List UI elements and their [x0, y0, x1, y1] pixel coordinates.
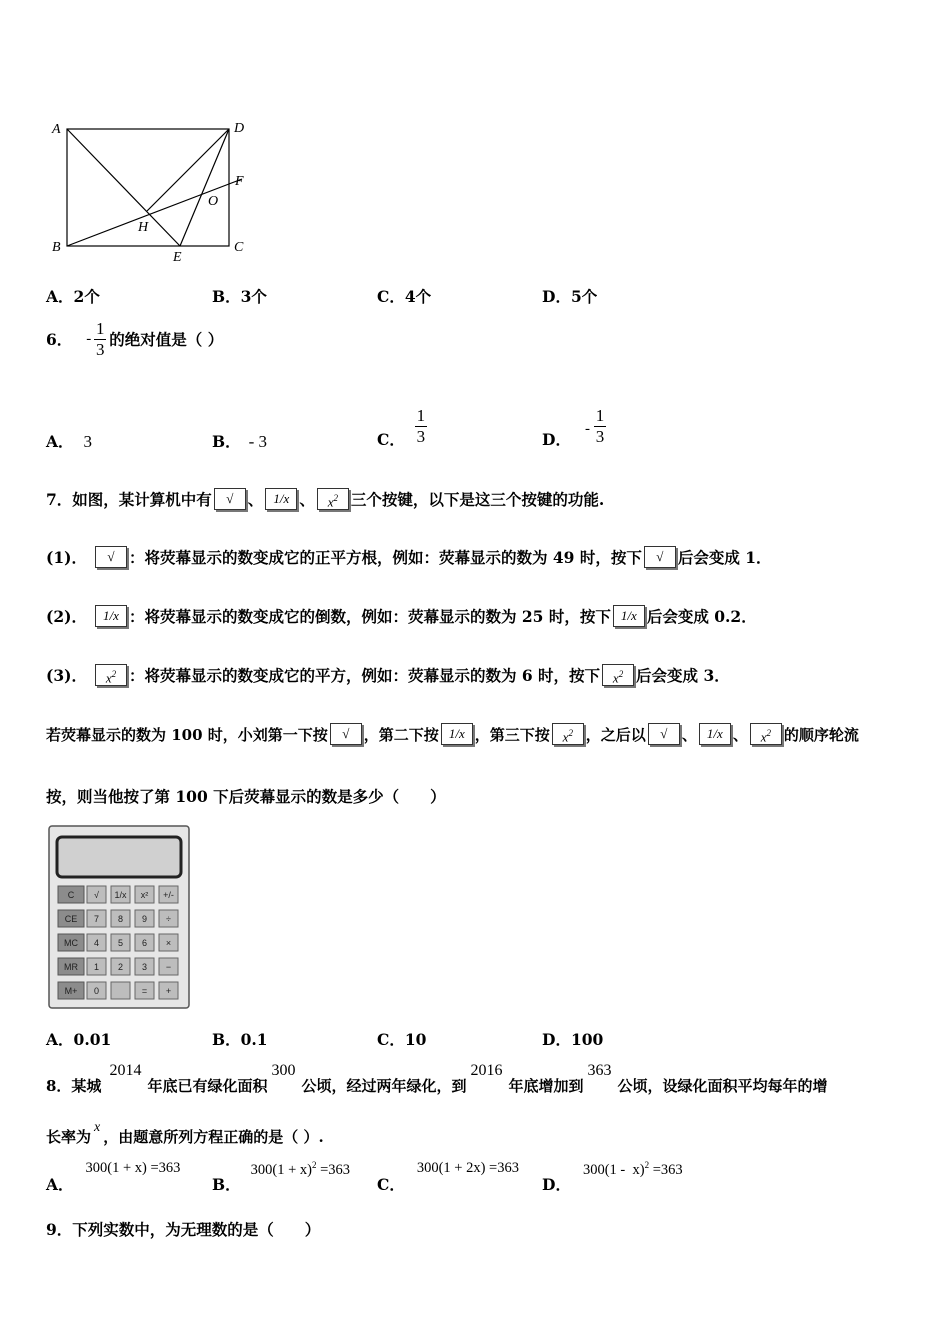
q8-option-c[interactable] — [377, 1160, 519, 1195]
q6-option-c[interactable] — [377, 402, 427, 450]
separator: 、 — [681, 725, 697, 744]
label-o: O — [208, 194, 219, 209]
option-expression: 300(1 + x) — [250, 1161, 312, 1178]
calculator-key — [111, 982, 130, 999]
year-2014: 2014 — [109, 1062, 142, 1079]
stem-text: 三个按键，以下是这三个按键的功能. — [350, 490, 605, 509]
option-text: 100 — [570, 1030, 604, 1049]
calculator-key-label: C — [67, 890, 75, 900]
calculator-illustration — [48, 825, 190, 1009]
q7-line6: 按，则当他按了第 100 下后荧幕显示的数是多少（ ） — [46, 787, 446, 806]
fraction-one-third: $\frac{1}{3}$ — [595, 405, 605, 446]
point-text: 后会变成 0.2． — [646, 607, 757, 626]
option-expression: 300(1 + x) =363 — [85, 1160, 181, 1176]
calculator-key-label: 1 — [93, 962, 100, 972]
stem-text: ，第三下按 — [474, 725, 550, 744]
square-key-icon: $x^2$ — [317, 488, 349, 510]
geometry-figure — [40, 115, 260, 265]
q5-option-b[interactable] — [212, 285, 267, 307]
q6-option-b[interactable] — [212, 430, 267, 452]
q7-option-b[interactable] — [212, 1028, 268, 1050]
calculator-key-label: 4 — [93, 938, 100, 948]
option-text: 3个 — [240, 287, 267, 306]
point-text: 后会变成 1． — [677, 548, 772, 567]
stem-text: 年底增加到 — [508, 1077, 584, 1095]
calculator-screen — [57, 837, 181, 877]
option-letter: D． — [542, 430, 571, 449]
separator: 、 — [247, 490, 264, 509]
question-number: 6． — [46, 330, 73, 350]
calculator-key-label: × — [165, 938, 172, 948]
stem-text: 公顷，设绿化面积平均每年的增 — [617, 1077, 828, 1095]
line-ae — [67, 129, 180, 246]
q7-line5 — [46, 723, 859, 745]
q7-line1 — [46, 488, 604, 510]
point-label: (1)． — [46, 548, 87, 567]
reciprocal-key-icon: 1/x — [95, 605, 127, 627]
q6-stem — [46, 320, 223, 359]
sqrt-key-icon: √ — [644, 546, 676, 568]
stem-text: 长率为 — [46, 1128, 92, 1146]
year-2016: 2016 — [470, 1062, 503, 1079]
line-ed — [180, 129, 229, 246]
calculator-key-label: 9 — [141, 914, 148, 924]
q7-point1 — [46, 546, 772, 568]
calculator-key-label: = — [141, 986, 148, 996]
sqrt-key-icon: √ — [648, 723, 680, 745]
calculator-key-label: MR — [64, 962, 78, 972]
option-expression: =363 — [316, 1161, 351, 1178]
minus-sign: - — [584, 420, 590, 437]
q6-option-a[interactable] — [46, 430, 92, 452]
point-text: ：将荧幕显示的数变成它的正平方根，例如：荧幕显示的数为 49 时，按下 — [128, 548, 642, 567]
option-letter: B． — [212, 287, 241, 306]
stem-text: 公顷，经过两年绿化，到 — [301, 1077, 467, 1095]
option-letter: C． — [377, 287, 405, 306]
sqrt-key-icon: √ — [330, 723, 362, 745]
stem-text: ，第二下按 — [363, 725, 439, 744]
calculator-key-label: − — [165, 962, 172, 972]
exponent: 2 — [644, 1160, 650, 1170]
option-value: - 3 — [248, 432, 268, 451]
option-letter: A． — [46, 1175, 74, 1194]
option-expression: 300(1 - x) — [582, 1161, 645, 1178]
calculator-key-label: + — [165, 986, 172, 996]
q7-point3 — [46, 664, 730, 686]
option-expression: 300(1 + 2x) =363 — [416, 1160, 519, 1176]
fraction-one-third: $\frac{1}{3}$ — [416, 405, 426, 446]
calculator-key-label: 1/x — [114, 890, 127, 900]
option-letter: D． — [542, 287, 571, 306]
square-key-icon: $x^2$ — [95, 664, 127, 686]
q5-option-d[interactable] — [542, 285, 597, 307]
calculator-key-label: MC — [64, 938, 78, 948]
number-300: 300 — [271, 1062, 296, 1079]
calculator-key-label: +/- — [163, 890, 174, 900]
option-letter: B． — [212, 1030, 241, 1049]
calculator-key-label: 2 — [117, 962, 124, 972]
calculator-key-label: 6 — [141, 938, 148, 948]
reciprocal-key-icon: 1/x — [699, 723, 731, 745]
stem-text: 的绝对值是（ ） — [109, 330, 224, 350]
separator: 、 — [299, 490, 315, 509]
stem-text: 7．如图，某计算机中有 — [46, 490, 212, 509]
option-letter: A． — [46, 1030, 74, 1049]
reciprocal-key-icon: 1/x — [265, 488, 297, 510]
calculator-key-label: 3 — [141, 962, 148, 972]
square-key-icon: $x^2$ — [602, 664, 634, 686]
option-text: 0.01 — [73, 1030, 112, 1049]
option-letter: C． — [377, 1030, 405, 1049]
calculator-key-label: 7 — [93, 914, 100, 924]
stem-text: 8．某城 — [46, 1077, 102, 1095]
line-bf — [67, 179, 242, 246]
square-key-icon: $x^2$ — [750, 723, 782, 745]
option-text: 5个 — [570, 287, 598, 306]
q7-option-c[interactable] — [377, 1028, 426, 1050]
stem-text: 年底已有绿化面积 — [147, 1077, 268, 1095]
q8-line2 — [46, 1120, 324, 1147]
option-letter: D． — [542, 1175, 571, 1194]
label-a: A — [52, 122, 61, 137]
option-letter: B． — [212, 432, 241, 451]
q7-option-d[interactable] — [542, 1028, 603, 1050]
reciprocal-key-icon: 1/x — [613, 605, 645, 627]
q9-stem: 9．下列实数中，为无理数的是（ ） — [46, 1220, 321, 1239]
label-e: E — [173, 250, 182, 265]
q8-line1 — [46, 1062, 828, 1096]
label-c: C — [234, 240, 244, 255]
option-text: 4个 — [404, 287, 432, 306]
q7-point2 — [46, 605, 757, 627]
square-key-icon: $x^2$ — [552, 723, 584, 745]
calculator-key-label: 8 — [117, 914, 124, 924]
exponent: 2 — [311, 1160, 317, 1170]
sqrt-key-icon: √ — [95, 546, 127, 568]
calculator-key-label: M+ — [64, 986, 78, 996]
option-text: 10 — [404, 1030, 427, 1049]
fraction-one-third: $\frac{1}{3}$ — [96, 319, 105, 359]
point-label: (2)． — [46, 607, 87, 626]
option-letter: C． — [377, 430, 405, 449]
stem-text: 的顺序轮流 — [783, 725, 859, 744]
option-letter: A． — [46, 432, 74, 451]
calculator-key-label: 0 — [93, 986, 100, 996]
minus-sign: - — [86, 330, 92, 347]
q5-option-c[interactable] — [377, 285, 431, 307]
label-h: H — [138, 220, 149, 235]
point-text: ：将荧幕显示的数变成它的平方，例如：荧幕显示的数为 6 时，按下 — [128, 666, 601, 685]
stem-text: 若荧幕显示的数为 100 时，小刘第一下按 — [46, 725, 328, 744]
number-363: 363 — [587, 1062, 612, 1079]
option-letter: C． — [377, 1175, 405, 1194]
label-f: F — [235, 174, 244, 189]
option-letter: D． — [542, 1030, 571, 1049]
q6-option-d[interactable] — [542, 402, 606, 450]
q5-option-a[interactable] — [46, 285, 100, 307]
calculator-key-label: x² — [140, 890, 149, 900]
calculator-key-label: ÷ — [166, 914, 171, 924]
sqrt-key-icon: √ — [214, 488, 246, 510]
option-text: 2个 — [73, 287, 100, 306]
stem-text: ，由题意所列方程正确的是（ ）. — [103, 1128, 324, 1146]
label-d: D — [234, 121, 245, 136]
separator: 、 — [732, 725, 748, 744]
option-value: 3 — [83, 432, 93, 451]
point-text: ：将荧幕显示的数变成它的倒数，例如：荧幕显示的数为 25 时，按下 — [128, 607, 611, 626]
option-expression: =363 — [649, 1161, 683, 1178]
q8-option-a[interactable] — [46, 1160, 180, 1195]
q8-option-d[interactable] — [542, 1160, 683, 1195]
point-text: 后会变成 3． — [636, 666, 730, 685]
point-label: (3)． — [46, 666, 87, 685]
reciprocal-key-icon: 1/x — [441, 723, 473, 745]
stem-text: ，之后以 — [585, 725, 646, 744]
q7-option-a[interactable] — [46, 1028, 111, 1050]
label-b: B — [52, 240, 61, 255]
calculator-key-label: √ — [94, 890, 99, 900]
calculator-key-label: CE — [64, 914, 78, 924]
calculator-key-label: 5 — [117, 938, 124, 948]
option-letter: A． — [46, 287, 74, 306]
q8-option-b[interactable] — [212, 1160, 350, 1195]
variable-x: x — [94, 1120, 101, 1135]
option-letter: B． — [212, 1175, 241, 1194]
option-text: 0.1 — [240, 1030, 268, 1049]
